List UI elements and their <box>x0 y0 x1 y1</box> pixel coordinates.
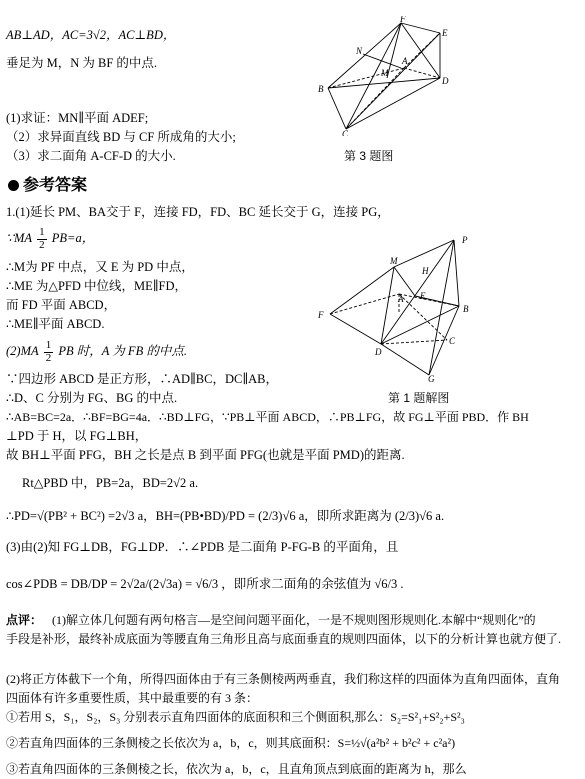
fig1-label-B: B <box>463 304 469 314</box>
fig3-label-C: C <box>342 129 349 136</box>
solution-line-8: ∵四边形 ABCD 是正方形，∴AD∥BC，DC∥AB， <box>6 372 278 386</box>
problem-line-1: AB⊥AD，AC=3√2，AC⊥BD， <box>6 28 176 42</box>
solution-line-12: 故 BH⊥平面 PFG，BH 之长是点 B 到平面 PFG(也就是平面 PMD)的距离. <box>6 448 405 462</box>
comment-line-6: ②若直角四面体的三条侧棱之长依次为 a，b，c，则其底面积：S=½√(a²b² + b²c² + c²a²) <box>6 736 456 750</box>
fig3-label-D: D <box>442 76 449 86</box>
question-3: （3）求二面角 A-CF-D 的大小. <box>6 149 176 163</box>
fig3-label-B: B <box>318 84 324 94</box>
figure-3-caption: 第 3 题图 <box>344 149 394 163</box>
solution-line-4: ∴ME 为△PFD 中位线，ME∥FD， <box>6 279 188 293</box>
solution-line-13: Rt△PBD 中，PB=2a，BD=2√2 a. <box>22 476 199 490</box>
fig3-label-E: E <box>442 28 448 38</box>
solution-line-11: ⊥PD 于 H，以 FG⊥BH， <box>6 429 148 443</box>
fig1-label-M: M <box>390 256 398 266</box>
comment-line-2: 手段是补形，最终补成底面为等腰直角三角形且高与底面垂直的规则四面体，以下的分析计算也就方便了. <box>6 632 562 646</box>
fig1-label-D: D <box>375 347 382 357</box>
solution-line-15: (3)由(2)知 FG⊥DB，FG⊥DP．∴∠PDB 是二面角 P-FG-B 的平面角，且 <box>6 540 399 554</box>
answer-heading: 参考答案 <box>8 178 87 194</box>
solution-line-6: ∴ME∥平面 ABCD. <box>6 317 105 331</box>
solution-line-1: 1.(1)延长 PM、BA交于 F，连接 FD，FD、BC 延长交于 G，连接 PG， <box>6 205 390 219</box>
solution-line-2: ∵MA $\frac{1}{2}$ PB=a， <box>6 226 95 251</box>
solution-line-3: ∴M为 PF 中点，又 E 为 PD 中点， <box>6 260 194 274</box>
fig3-label-N: N <box>356 46 363 56</box>
fig1-label-E: E <box>420 291 426 301</box>
fig3-label-F: F <box>400 16 406 24</box>
fig3-label-A: A <box>402 56 408 66</box>
comment-line-4: 四面体有许多重要性质，其中最重要的有 3 条： <box>6 691 259 705</box>
fig1-label-C: C <box>449 336 456 346</box>
solution-line-16: cos∠PDB = DB/DP = 2√2a/(2√3a) = √6/3 ，即所求二面角的余弦值为 √6/3 . <box>6 577 404 591</box>
question-2: （2）求异面直线 BD 与 CF 所成角的大小; <box>6 130 236 144</box>
comment-line-3: (2)将正方体截下一个角，所得四面体由于有三条侧棱两两垂直，我们称这样的四面体为直角四面体，直角 <box>6 672 560 686</box>
fig1-label-A: A <box>398 294 404 304</box>
solution-line-9: ∴D、C 分别为 FG、BG 的中点. <box>6 391 178 405</box>
figure-1-caption: 第 1 题解图 <box>388 391 450 405</box>
figure-1-diagram <box>312 232 477 382</box>
comment-line-1: 点评： (1)解立体几何题有两句格言—是空间问题平面化，一是不规则图形规则化.本解中“规则化”的 <box>6 613 536 627</box>
fig1-label-P: P <box>462 235 468 245</box>
comment-line-5: ①若用 S，S₁，S₂，S₃ 分别表示直角四面体的底面积和三个侧面积,那么：S₂=S²₁+S²₂+S²₃ <box>6 710 465 724</box>
problem-line-2: 垂足为 M，N 为 BF 的中点. <box>6 56 158 70</box>
solution-line-14: ∴PD=√(PB² + BC²) =2√3 a，BH=(PB•BD)/PD = (2/3)√6 a，即所求距离为 (2/3)√6 a. <box>6 509 445 523</box>
figure-3-diagram <box>315 16 465 136</box>
fig1-label-F: F <box>318 310 324 320</box>
fig3-label-M: M <box>381 68 389 78</box>
bullet-icon <box>8 180 19 191</box>
fig1-label-H: H <box>422 266 429 276</box>
comment-line-7: ③若直角四面体的三条侧棱之长，依次为 a，b，c，且直角顶点到底面的距离为 h，那么 <box>6 762 467 776</box>
solution-line-7: (2)MA $\frac{1}{2}$ PB 时，A 为 FB 的中点. <box>6 339 187 364</box>
solution-line-5: 而 FD 平面 ABCD， <box>6 298 117 312</box>
fig1-label-G: G <box>428 374 435 382</box>
question-1: (1)求证：MN∥平面 ADEF; <box>6 111 149 125</box>
solution-line-10: ∴AB=BC=2a．∴BF=BG=4a．∴BD⊥FG，∵PB⊥平面 ABCD，∴PB⊥FG，故 FG⊥平面 PBD．作 BH <box>6 410 529 424</box>
